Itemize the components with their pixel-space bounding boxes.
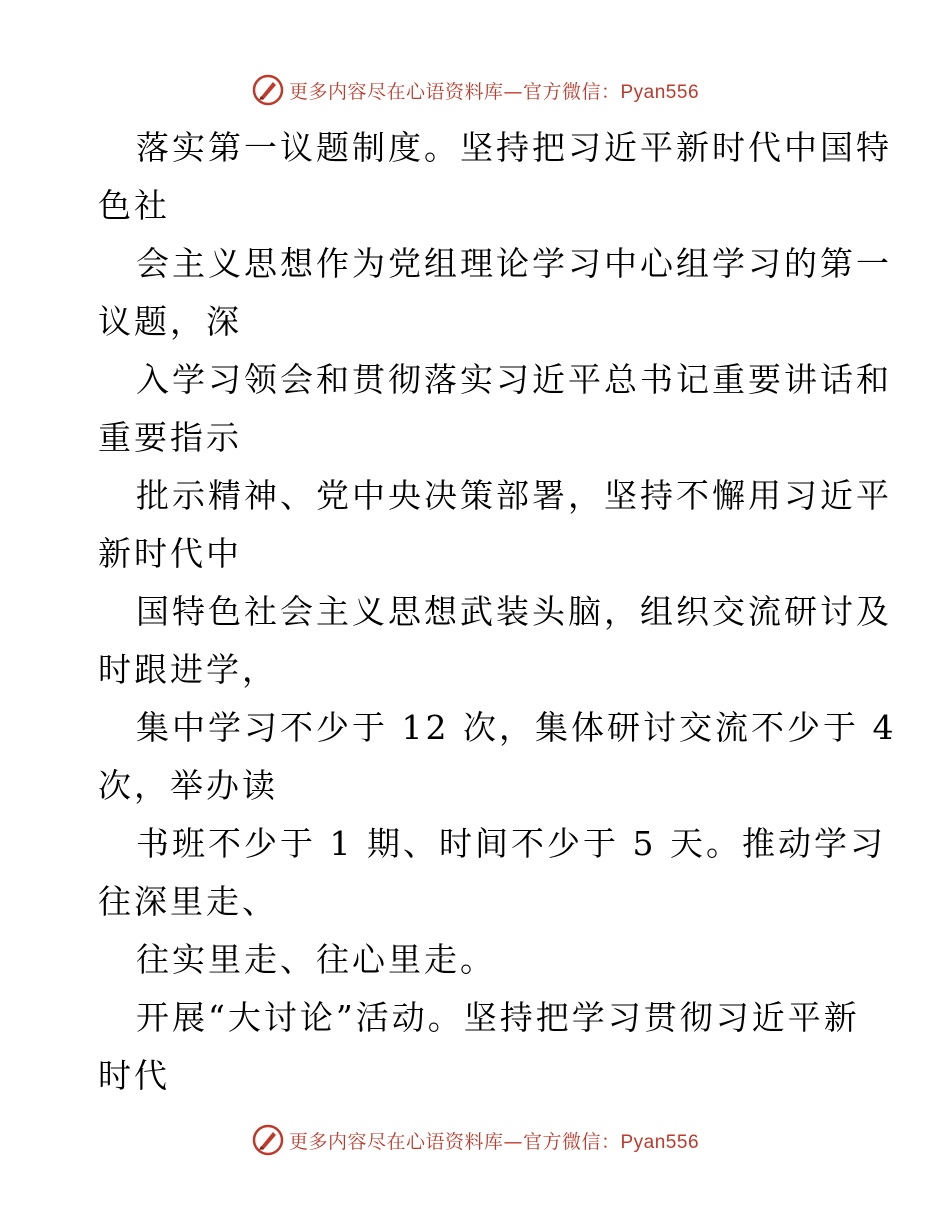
quill-pen-logo-icon xyxy=(251,73,285,107)
body-line: 会主义思想作为党组理论学习中心组学习的第一 xyxy=(136,244,892,283)
header-wechat-handle: Pyan556 xyxy=(620,81,700,103)
body-line: 时跟进学， xyxy=(98,650,278,689)
body-line: 国特色社会主义思想武装头脑，组织交流研讨及 xyxy=(136,592,892,631)
body-line: 次，举办读 xyxy=(98,766,278,805)
footer-separator: — xyxy=(503,1130,523,1153)
body-line: 书班不少于 1 期、时间不少于 5 天。推动学习 xyxy=(136,824,886,863)
footer-banner-text xyxy=(289,1127,699,1154)
header-separator: — xyxy=(503,80,523,103)
footer-site-name: 更多内容尽在心语资料库 xyxy=(288,1130,504,1153)
footer-banner xyxy=(0,1120,950,1160)
header-banner-text xyxy=(289,77,699,104)
body-line: 开展“大讨论”活动。坚持把学习贯彻习近平新 xyxy=(136,998,860,1037)
body-line: 集中学习不少于 12 次，集体研讨交流不少于 4 xyxy=(136,708,897,747)
footer-wechat-handle: Pyan556 xyxy=(620,1131,700,1153)
quill-pen-logo-icon xyxy=(251,1123,285,1157)
header-wechat-label: 官方微信： xyxy=(522,80,621,103)
footer-wechat-label: 官方微信： xyxy=(522,1130,621,1153)
header-banner xyxy=(0,70,950,110)
header-site-name: 更多内容尽在心语资料库 xyxy=(288,80,504,103)
body-line: 议题，深 xyxy=(98,302,242,341)
body-line: 色社 xyxy=(98,186,170,225)
body-line: 新时代中 xyxy=(98,534,242,573)
body-line: 批示精神、党中央决策部署，坚持不懈用习近平 xyxy=(136,476,892,515)
body-line: 入学习领会和贯彻落实习近平总书记重要讲话和 xyxy=(136,360,892,399)
body-line: 往实里走、往心里走。 xyxy=(136,940,496,979)
body-line: 重要指示 xyxy=(98,418,242,457)
body-line: 落实第一议题制度。坚持把习近平新时代中国特 xyxy=(136,128,892,167)
body-line: 往深里走、 xyxy=(98,882,278,921)
body-line: 时代 xyxy=(98,1056,170,1095)
